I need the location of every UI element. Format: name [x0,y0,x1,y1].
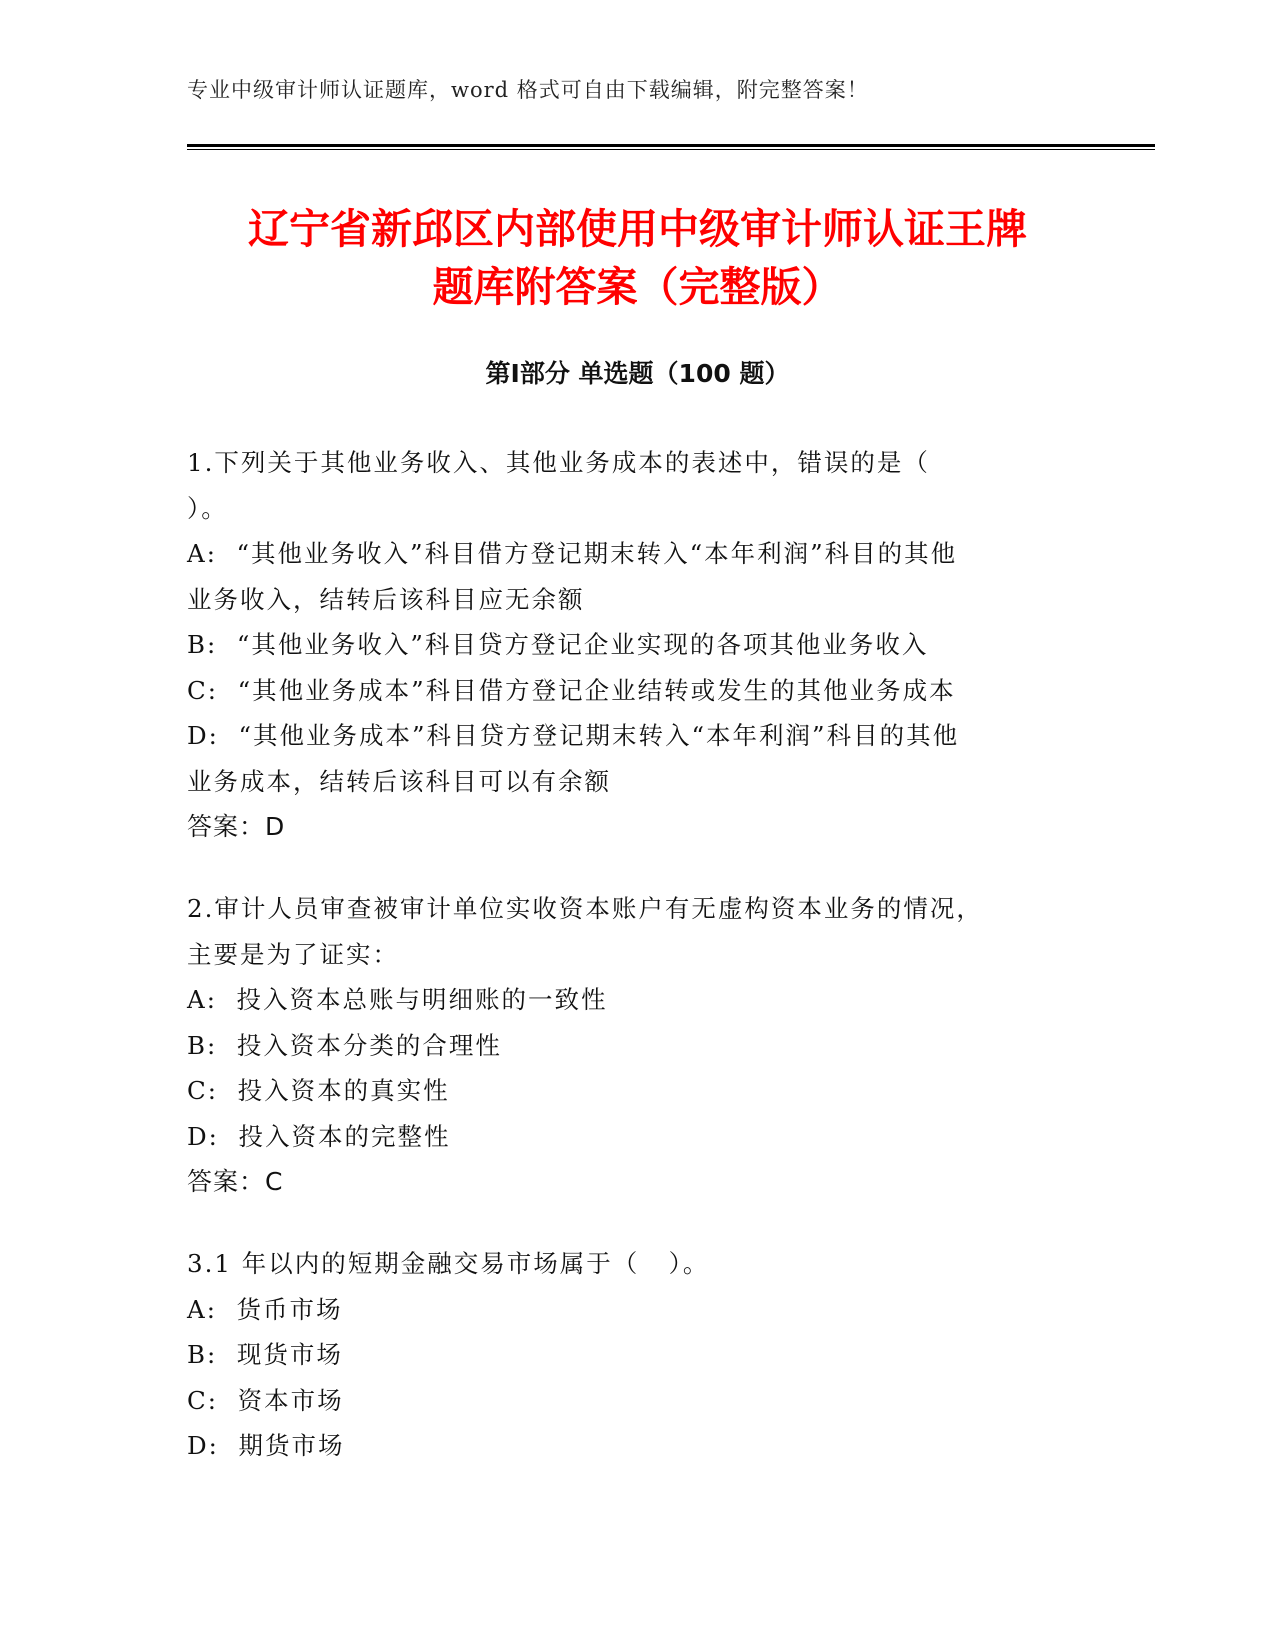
question-stem: 2.审计人员审查被审计单位实收资本账户有无虚构资本业务的情况， [187,894,983,923]
section-title: 第Ⅰ部分 单选题（100 题） [485,359,790,388]
option-d: D: 期货市场 [187,1431,345,1460]
option-a: A: 投入资本总账与明细账的一致性 [187,985,608,1014]
document-title [150,200,1125,316]
question-stem: 1.下列关于其他业务收入、其他业务成本的表述中，错误的是（ [187,448,930,477]
document-title-line-2: 题库附答案（完整版） [432,263,843,311]
option-c: C: 投入资本的真实性 [187,1076,450,1105]
option-a: 业务收入，结转后该科目应无余额 [187,584,585,614]
question-1 [187,440,1077,850]
option-b: B: “其他业务收入”科目贷方登记企业实现的各项其他业务收入 [187,630,929,659]
question-stem: 主要是为了证实： [187,939,399,969]
option-c: C: “其他业务成本”科目借方登记企业结转或发生的其他业务成本 [187,675,956,705]
option-b: B: 现货市场 [187,1340,343,1369]
option-a: A: “其他业务收入”科目借方登记期末转入“本年利润”科目的其他 [187,539,958,568]
question-2 [187,886,1077,1205]
answer: 答案：D [187,812,286,841]
question-list [187,440,1077,1505]
option-b: B: 投入资本分类的合理性 [187,1030,502,1060]
option-c: C: 资本市场 [187,1385,344,1415]
answer: 答案：C [187,1167,284,1196]
question-stem: ）。 [187,493,228,523]
option-d: D: 投入资本的完整性 [187,1121,451,1151]
document-title-line-1: 辽宁省新邱区内部使用中级审计师认证王牌 [248,205,1027,253]
option-d: D: “其他业务成本”科目贷方登记期末转入“本年利润”科目的其他 [187,721,960,750]
option-a: A: 货币市场 [187,1294,343,1324]
question-3 [187,1241,1077,1469]
page-header: 专业中级审计师认证题库，word 格式可自由下载编辑，附完整答案！ [187,78,869,102]
question-stem: 3.1 年以内的短期金融交易市场属于（ ）。 [187,1249,710,1278]
option-d: 业务成本，结转后该科目可以有余额 [187,766,611,796]
header-divider [187,144,1155,150]
